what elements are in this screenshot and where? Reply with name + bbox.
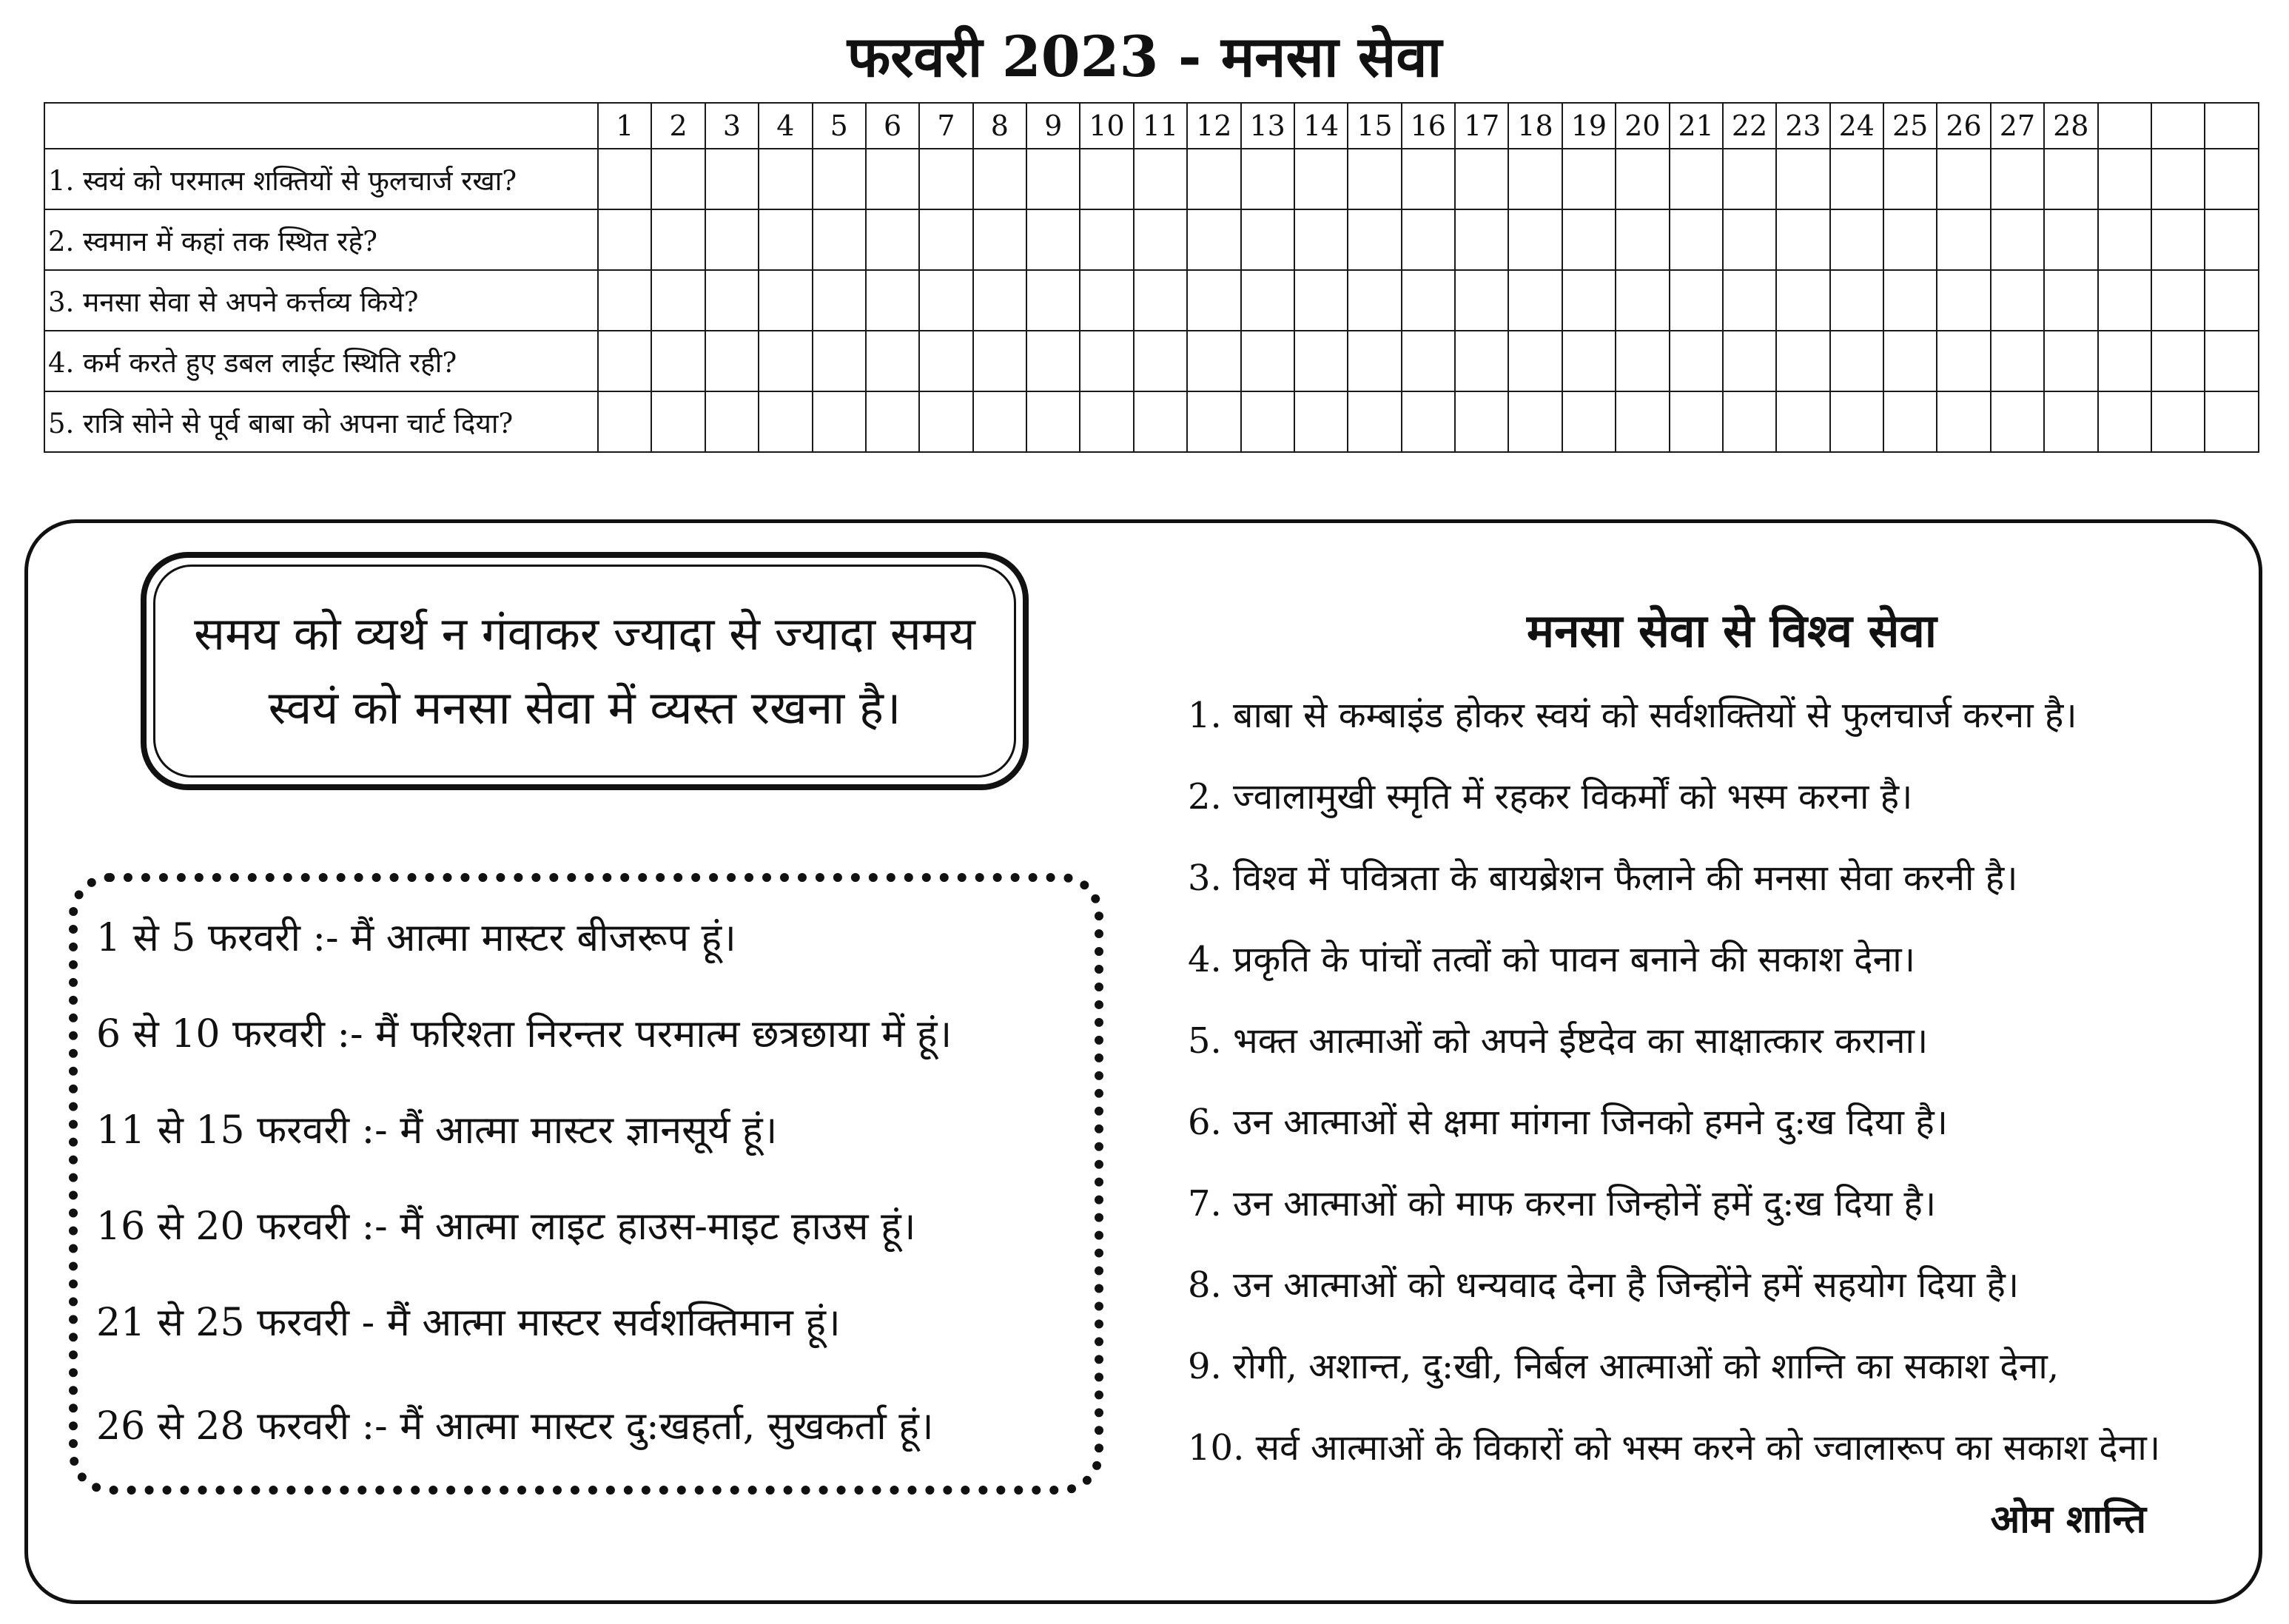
tracking-cell[interactable] bbox=[1616, 209, 1669, 270]
tracking-cell[interactable] bbox=[1723, 270, 1776, 331]
tracking-cell[interactable] bbox=[1348, 149, 1401, 209]
chart-corner-cell bbox=[44, 103, 598, 149]
tracking-cell[interactable] bbox=[1455, 209, 1508, 270]
chart-row bbox=[44, 270, 2259, 331]
service-heading: मनसा सेवा से विश्व सेवा bbox=[1527, 604, 1937, 658]
tracking-cell[interactable] bbox=[1670, 391, 1723, 452]
tracking-cell[interactable] bbox=[2044, 270, 2097, 331]
tracking-cell[interactable] bbox=[1562, 209, 1616, 270]
quote-line-1: समय को व्यर्थ न गंवाकर ज्यादा से ज्यादा समय bbox=[194, 607, 975, 661]
tracking-cell[interactable] bbox=[813, 209, 866, 270]
tracking-cell[interactable] bbox=[1026, 331, 1080, 391]
tracking-cell[interactable] bbox=[1187, 209, 1240, 270]
tracking-cell[interactable] bbox=[1883, 149, 1937, 209]
service-point: 9. रोगी, अशान्त, दु:खी, निर्बल आत्माओं को शान्ति का सकाश देना, bbox=[1188, 1346, 2060, 1387]
tracking-cell[interactable] bbox=[2098, 270, 2151, 331]
tracking-cell[interactable] bbox=[759, 209, 812, 270]
tracking-cell[interactable] bbox=[1294, 209, 1348, 270]
tracking-cell[interactable] bbox=[2205, 209, 2258, 270]
tracking-cell[interactable] bbox=[1026, 391, 1080, 452]
tracking-cell[interactable] bbox=[1883, 331, 1937, 391]
chart-row bbox=[44, 391, 2259, 452]
chart-row bbox=[44, 331, 2259, 391]
tracking-cell[interactable] bbox=[1991, 391, 2044, 452]
tracking-cell[interactable] bbox=[1187, 331, 1240, 391]
tracking-cell[interactable] bbox=[1723, 209, 1776, 270]
tracking-cell[interactable] bbox=[973, 331, 1026, 391]
tracking-cell[interactable] bbox=[1402, 149, 1455, 209]
tracking-cell[interactable] bbox=[973, 270, 1026, 331]
tracking-cell[interactable] bbox=[1562, 391, 1616, 452]
tracking-cell[interactable] bbox=[1830, 149, 1883, 209]
daily-tracking-chart bbox=[44, 102, 2259, 453]
day-header-cell: 27 bbox=[1991, 103, 2044, 149]
tracking-cell[interactable] bbox=[1080, 391, 1133, 452]
tracking-cell[interactable] bbox=[1134, 331, 1187, 391]
tracking-cell[interactable] bbox=[759, 391, 812, 452]
tracking-cell[interactable] bbox=[1937, 391, 1990, 452]
service-point: 3. विश्व में पवित्रता के बायब्रेशन फैलाने की मनसा सेवा करनी है। bbox=[1188, 858, 2018, 899]
tracking-cell[interactable] bbox=[2044, 149, 2097, 209]
day-header-cell: 13 bbox=[1241, 103, 1294, 149]
day-header-cell: 20 bbox=[1616, 103, 1669, 149]
question-cell: 5. रात्रि सोने से पूर्व बाबा को अपना चार्ट दिया? bbox=[44, 391, 598, 452]
tracking-cell[interactable] bbox=[705, 391, 759, 452]
day-header-cell: 9 bbox=[1026, 103, 1080, 149]
day-header-cell: 28 bbox=[2044, 103, 2097, 149]
tracking-cell[interactable] bbox=[2098, 391, 2151, 452]
tracking-cell[interactable] bbox=[1080, 331, 1133, 391]
tracking-cell[interactable] bbox=[1026, 270, 1080, 331]
tracking-cell[interactable] bbox=[2098, 331, 2151, 391]
tracking-cell[interactable] bbox=[1294, 149, 1348, 209]
tracking-cell[interactable] bbox=[1508, 270, 1562, 331]
question-cell: 2. स्वमान में कहां तक स्थित रहे? bbox=[44, 209, 598, 270]
question-cell: 1. स्वयं को परमात्म शक्तियों से फुलचार्ज रखा? bbox=[44, 149, 598, 209]
tracking-cell[interactable] bbox=[1883, 391, 1937, 452]
service-point: 8. उन आत्माओं को धन्यवाद देना है जिन्होंने हमें सहयोग दिया है। bbox=[1188, 1264, 2020, 1306]
tracking-cell[interactable] bbox=[1455, 331, 1508, 391]
day-header-cell: 8 bbox=[973, 103, 1026, 149]
tracking-cell[interactable] bbox=[1508, 331, 1562, 391]
service-point: 5. भक्त आत्माओं को अपने ईष्टदेव का साक्षात्कार कराना। bbox=[1188, 1020, 1929, 1062]
tracking-cell[interactable] bbox=[1294, 331, 1348, 391]
tracking-cell[interactable] bbox=[1134, 391, 1187, 452]
tracking-cell[interactable] bbox=[2151, 391, 2205, 452]
tracking-cell[interactable] bbox=[2151, 149, 2205, 209]
tracking-cell[interactable] bbox=[813, 331, 866, 391]
tracking-cell[interactable] bbox=[759, 270, 812, 331]
tracking-cell[interactable] bbox=[813, 391, 866, 452]
day-header-cell: 15 bbox=[1348, 103, 1401, 149]
quote-box bbox=[141, 552, 1029, 790]
day-header-cell bbox=[2205, 103, 2258, 149]
tracking-cell[interactable] bbox=[1830, 209, 1883, 270]
tracking-cell[interactable] bbox=[1616, 331, 1669, 391]
tracking-cell[interactable] bbox=[866, 270, 919, 331]
day-header-cell: 1 bbox=[598, 103, 651, 149]
tracking-cell[interactable] bbox=[919, 149, 972, 209]
service-point: 2. ज्वालामुखी स्मृति में रहकर विकर्मों को भस्म करना है। bbox=[1188, 776, 1913, 818]
day-header-cell: 4 bbox=[759, 103, 812, 149]
tracking-cell[interactable] bbox=[705, 209, 759, 270]
tracking-cell[interactable] bbox=[1991, 270, 2044, 331]
tracking-cell[interactable] bbox=[705, 270, 759, 331]
tracking-cell[interactable] bbox=[651, 331, 705, 391]
tracking-cell[interactable] bbox=[1723, 391, 1776, 452]
tracking-cell[interactable] bbox=[1134, 270, 1187, 331]
tracking-cell[interactable] bbox=[1776, 209, 1829, 270]
day-header-cell bbox=[2151, 103, 2205, 149]
tracking-cell[interactable] bbox=[1991, 331, 2044, 391]
day-header-cell: 16 bbox=[1402, 103, 1455, 149]
service-point: 1. बाबा से कम्बाइंड होकर स्वयं को सर्वशक्तियों से फुलचार्ज करना है। bbox=[1188, 695, 2077, 736]
tracking-cell[interactable] bbox=[1348, 270, 1401, 331]
quote-inner-border bbox=[153, 565, 1016, 778]
day-header-cell: 3 bbox=[705, 103, 759, 149]
tracking-cell[interactable] bbox=[705, 331, 759, 391]
tracking-cell[interactable] bbox=[1723, 149, 1776, 209]
tracking-cell[interactable] bbox=[919, 391, 972, 452]
tracking-cell[interactable] bbox=[705, 149, 759, 209]
tracking-cell[interactable] bbox=[651, 149, 705, 209]
tracking-cell[interactable] bbox=[1991, 149, 2044, 209]
tracking-cell[interactable] bbox=[1670, 270, 1723, 331]
day-header-cell: 6 bbox=[866, 103, 919, 149]
tracking-cell[interactable] bbox=[651, 391, 705, 452]
tracking-cell[interactable] bbox=[1294, 270, 1348, 331]
tracking-cell[interactable] bbox=[973, 149, 1026, 209]
tracking-cell[interactable] bbox=[1937, 149, 1990, 209]
tracking-cell[interactable] bbox=[598, 270, 651, 331]
tracking-cell[interactable] bbox=[1508, 209, 1562, 270]
tracking-cell[interactable] bbox=[866, 391, 919, 452]
tracking-cell[interactable] bbox=[919, 331, 972, 391]
tracking-cell[interactable] bbox=[1187, 391, 1240, 452]
tracking-cell[interactable] bbox=[1830, 391, 1883, 452]
service-point: 6. उन आत्माओं से क्षमा मांगना जिनको हमने दु:ख दिया है। bbox=[1188, 1102, 1948, 1143]
affirmation-item: 6 से 10 फरवरी :- मैं फरिश्ता निरन्तर परमात्म छत्रछाया में हूं। bbox=[96, 1012, 952, 1057]
tracking-cell[interactable] bbox=[1616, 391, 1669, 452]
tracking-cell[interactable] bbox=[1562, 149, 1616, 209]
tracking-cell[interactable] bbox=[813, 149, 866, 209]
page-title: फरवरी 2023 - मनसा सेवा bbox=[847, 24, 1442, 90]
tracking-cell[interactable] bbox=[1776, 149, 1829, 209]
tracking-cell[interactable] bbox=[1348, 209, 1401, 270]
tracking-cell[interactable] bbox=[813, 270, 866, 331]
tracking-cell[interactable] bbox=[1241, 391, 1294, 452]
tracking-cell[interactable] bbox=[1241, 331, 1294, 391]
day-header-cell: 23 bbox=[1776, 103, 1829, 149]
tracking-cell[interactable] bbox=[1241, 270, 1294, 331]
day-header-cell: 2 bbox=[651, 103, 705, 149]
tracking-cell[interactable] bbox=[1241, 149, 1294, 209]
tracking-cell[interactable] bbox=[2044, 391, 2097, 452]
tracking-cell[interactable] bbox=[1776, 331, 1829, 391]
chart-row bbox=[44, 149, 2259, 209]
tracking-cell[interactable] bbox=[2151, 209, 2205, 270]
tracking-cell[interactable] bbox=[1294, 391, 1348, 452]
tracking-cell[interactable] bbox=[1402, 270, 1455, 331]
tracking-cell[interactable] bbox=[2205, 331, 2258, 391]
affirmation-item: 21 से 25 फरवरी - मैं आत्मा मास्टर सर्वशक्तिमान हूं। bbox=[96, 1301, 841, 1345]
tracking-cell[interactable] bbox=[1080, 270, 1133, 331]
tracking-cell[interactable] bbox=[1670, 209, 1723, 270]
tracking-cell[interactable] bbox=[759, 331, 812, 391]
tracking-cell[interactable] bbox=[973, 391, 1026, 452]
tracking-cell[interactable] bbox=[2098, 149, 2151, 209]
tracking-cell[interactable] bbox=[598, 149, 651, 209]
tracking-cell[interactable] bbox=[919, 270, 972, 331]
day-header-cell: 24 bbox=[1830, 103, 1883, 149]
tracking-cell[interactable] bbox=[1348, 331, 1401, 391]
tracking-cell[interactable] bbox=[1991, 209, 2044, 270]
tracking-cell[interactable] bbox=[2151, 331, 2205, 391]
tracking-cell[interactable] bbox=[1776, 391, 1829, 452]
tracking-cell[interactable] bbox=[1562, 270, 1616, 331]
tracking-cell[interactable] bbox=[651, 209, 705, 270]
tracking-cell[interactable] bbox=[1026, 149, 1080, 209]
tracking-cell[interactable] bbox=[2098, 209, 2151, 270]
tracking-cell[interactable] bbox=[1455, 149, 1508, 209]
tracking-cell[interactable] bbox=[1616, 270, 1669, 331]
affirmation-item: 26 से 28 फरवरी :- मैं आत्मा मास्टर दु:खहर्ता, सुखकर्ता हूं। bbox=[96, 1404, 934, 1449]
tracking-cell[interactable] bbox=[1937, 331, 1990, 391]
tracking-cell[interactable] bbox=[1776, 270, 1829, 331]
tracking-cell[interactable] bbox=[1830, 331, 1883, 391]
tracking-cell[interactable] bbox=[866, 331, 919, 391]
tracking-cell[interactable] bbox=[1883, 270, 1937, 331]
tracking-cell[interactable] bbox=[2044, 331, 2097, 391]
tracking-cell[interactable] bbox=[598, 209, 651, 270]
tracking-cell[interactable] bbox=[1026, 209, 1080, 270]
affirmation-item: 1 से 5 फरवरी :- मैं आत्मा मास्टर बीजरूप हूं। bbox=[96, 916, 736, 960]
tracking-cell[interactable] bbox=[1455, 270, 1508, 331]
day-header-cell: 10 bbox=[1080, 103, 1133, 149]
tracking-cell[interactable] bbox=[973, 209, 1026, 270]
tracking-cell[interactable] bbox=[1187, 149, 1240, 209]
tracking-cell[interactable] bbox=[2205, 270, 2258, 331]
tracking-cell[interactable] bbox=[598, 391, 651, 452]
day-header-cell: 11 bbox=[1134, 103, 1187, 149]
tracking-cell[interactable] bbox=[1830, 270, 1883, 331]
tracking-cell[interactable] bbox=[1670, 149, 1723, 209]
tracking-cell[interactable] bbox=[1455, 391, 1508, 452]
tracking-cell[interactable] bbox=[1670, 331, 1723, 391]
tracking-cell[interactable] bbox=[1562, 331, 1616, 391]
tracking-cell[interactable] bbox=[1508, 149, 1562, 209]
affirmation-item: 11 से 15 फरवरी :- मैं आत्मा मास्टर ज्ञानसूर्य हूं। bbox=[96, 1108, 778, 1153]
tracking-cell[interactable] bbox=[759, 149, 812, 209]
tracking-cell[interactable] bbox=[1080, 149, 1133, 209]
tracking-cell[interactable] bbox=[598, 331, 651, 391]
tracking-cell[interactable] bbox=[1134, 209, 1187, 270]
tracking-cell[interactable] bbox=[2205, 391, 2258, 452]
tracking-cell[interactable] bbox=[2151, 270, 2205, 331]
tracking-cell[interactable] bbox=[866, 149, 919, 209]
chart-row bbox=[44, 209, 2259, 270]
quote-line-2: स्वयं को मनसा सेवा में व्यस्त रखना है। bbox=[268, 681, 901, 735]
day-header-cell: 12 bbox=[1187, 103, 1240, 149]
tracking-cell[interactable] bbox=[1348, 391, 1401, 452]
day-header-cell: 26 bbox=[1937, 103, 1990, 149]
tracking-cell[interactable] bbox=[1080, 209, 1133, 270]
question-cell: 3. मनसा सेवा से अपने कर्त्तव्य किये? bbox=[44, 270, 598, 331]
day-header-cell: 21 bbox=[1670, 103, 1723, 149]
service-point: 4. प्रकृति के पांचों तत्वों को पावन बनाने की सकाश देना। bbox=[1188, 939, 1915, 980]
day-header-cell bbox=[2098, 103, 2151, 149]
closing-signature: ओम शान्ति bbox=[1990, 1497, 2146, 1542]
day-header-cell: 18 bbox=[1508, 103, 1562, 149]
tracking-cell[interactable] bbox=[1402, 209, 1455, 270]
service-point: 10. सर्व आत्माओं के विकारों को भस्म करने को ज्वालारूप का सकाश देना। bbox=[1188, 1427, 2161, 1469]
affirmation-item: 16 से 20 फरवरी :- मैं आत्मा लाइट हाउस-माइट हाउस हूं। bbox=[96, 1204, 916, 1249]
day-header-cell: 19 bbox=[1562, 103, 1616, 149]
tracking-cell[interactable] bbox=[1937, 209, 1990, 270]
tracking-cell[interactable] bbox=[2044, 209, 2097, 270]
day-header-cell: 5 bbox=[813, 103, 866, 149]
tracking-cell[interactable] bbox=[1241, 209, 1294, 270]
day-header-cell: 22 bbox=[1723, 103, 1776, 149]
day-header-cell: 7 bbox=[919, 103, 972, 149]
tracking-cell[interactable] bbox=[1402, 391, 1455, 452]
tracking-cell[interactable] bbox=[1187, 270, 1240, 331]
tracking-cell[interactable] bbox=[1937, 270, 1990, 331]
day-header-cell: 17 bbox=[1455, 103, 1508, 149]
question-cell: 4. कर्म करते हुए डबल लाईट स्थिति रही? bbox=[44, 331, 598, 391]
tracking-cell[interactable] bbox=[1508, 391, 1562, 452]
tracking-cell[interactable] bbox=[1616, 149, 1669, 209]
service-point: 7. उन आत्माओं को माफ करना जिन्होनें हमें दु:ख दिया है। bbox=[1188, 1183, 1937, 1224]
day-header-cell: 14 bbox=[1294, 103, 1348, 149]
tracking-cell[interactable] bbox=[1723, 331, 1776, 391]
tracking-cell[interactable] bbox=[1883, 209, 1937, 270]
tracking-cell[interactable] bbox=[919, 209, 972, 270]
tracking-cell[interactable] bbox=[866, 209, 919, 270]
day-header-cell: 25 bbox=[1883, 103, 1937, 149]
tracking-cell[interactable] bbox=[651, 270, 705, 331]
tracking-cell[interactable] bbox=[1134, 149, 1187, 209]
tracking-cell[interactable] bbox=[2205, 149, 2258, 209]
tracking-cell[interactable] bbox=[1402, 331, 1455, 391]
